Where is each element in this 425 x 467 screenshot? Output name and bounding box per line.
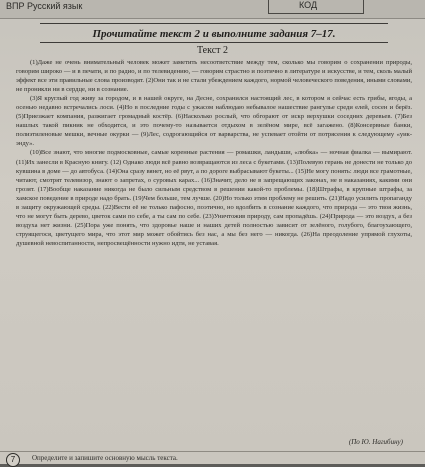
previous-page-edge <box>0 0 425 19</box>
header-left-text: ВПР Русский язык <box>6 1 83 11</box>
task-row <box>0 451 425 465</box>
code-box <box>268 0 364 14</box>
text-body <box>16 58 412 248</box>
paragraph-3: (10)Все знают, что многие подмосковные, самые коренные растения — ромашки, ландыши, «любка» — ночная фиалка — вымирают. (11)Их занесли в Красную книгу. (12) Однако люди всё равно возвращаются из леса с букетами. (13)Полевую герань не донести не только до кувшина в доме — до автобуса. (14)Она сразу вянет, но её рвут, а по дороге выбрасывают букеты... (15)Не могу понять: люди все грамотные, читают, смотрят телевизор, знают о запретах, о суровых карах... (16)Значит, дело не в запрещающих законах, не в наказаниях, какими они грозят. (17)Вообще наказание никогда не было сильным средством в решении какой-то проблемы. (18)Штрафы, в крупные штрафы, за хамское поведение в природе надо брать. (19)Чем больше, тем лучше. (20)Но только этим проблему не решить. (21)Надо усилить пропаганду в защиту окружающей среды. (22)Вести её не только пафосно, поэтично, но вдолбить в сознание каждого, что природа — это твоя жизнь, что не могут быть дерево, цветок сами по себе, а ты сам по себе. (23)Уничтожив природу, сам пропадёшь. (24)Природа — это воздух, а без воздуха нет жизни. (25)Пора уже понять, что здоровье наше и наших детей полностью зависит от зелёного, голубого, благоухающего, струящегося, цветущего мира, что этот мир может обойтись без нас, а мы без него — никогда. (26)На преодоление упрямой глухоты, душевной невоспитанности, непросвещённости нужно идти, не уставая. <box>16 149 412 247</box>
author-attribution: (По Ю. Нагибину) <box>348 438 403 446</box>
instruction-text: Прочитайте текст 2 и выполните задания 7–17. <box>92 28 336 40</box>
paragraph-1: (1)Даже не очень внимательный человек может заметить несоответствие между тем, сколько мы говорим о сохранении природы, говорим широко — и в печати, и по радио, и по телевидению, — говорим страстно и поэтично в литературе и искусстве, и тем, сколь малый эффект все эти правильные слова производят. (2)Они так и не стали убеждением каждого, нормой человеческого поведения, иными словами, не проникли ни в сердце, ни в сознание. <box>16 59 412 94</box>
task-instruction: Определите и запишите основную мысль текста. <box>32 454 178 462</box>
paragraph-2: (3)Я круглый год живу за городом, и в нашей округе, на Десне, сохранился настоящий лес, в котором я сейчас есть грибы, ягоды, а осенью недавно встречались лоси. (4)Но в последние годы с ужасом наблюдаю небывалое нашествие рангулье среди елей, сосен и берёз. (5)Приезжает компания, разжигает громадный костёр. (6)Насколько рослый, что обгорают от искр верхушки соседних деревьев. (7)Без нашлых такой пикник не обходится, и это почему-то называется отдыхом в зелёном мире, всё загажено. (8)Консервные банки, полиэтиленовые мешки, вечные окурки — (9)Лес, содрогающийся от варварства, не успевает отойти от потрясения к следующему «уик-энду». <box>16 95 412 148</box>
instruction-banner <box>40 23 388 43</box>
text-title: Текст 2 <box>196 45 229 56</box>
task-number-badge: 7 <box>6 453 20 467</box>
code-box-label: КОД <box>299 0 318 10</box>
